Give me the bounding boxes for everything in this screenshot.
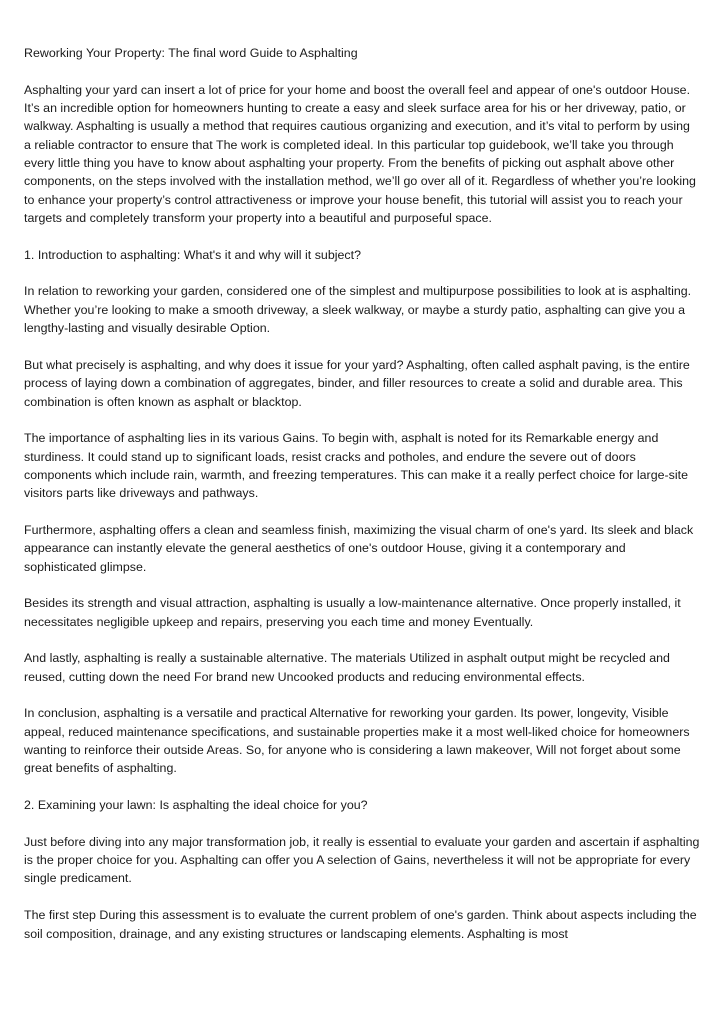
intro-paragraph: Asphalting your yard can insert a lot of price for your home and boost the overall feel and appear of one's outdoor House. It’s an incredible option for homeowners hunting to create a easy and sleek surface area for his or her driveway, patio, or walkway. Asphalting is usually a method that requires cautious organizing and execution, and it’s vital to perform by using a reliable contractor to ensure that The work is completed ideal. In this particular top guidebook, we’ll take you through every little thing you have to know about asphalting your property. From the benefits of picking out asphalt above other components, on the steps involved with the installation method, we’ll go over all of it. Regardless of whether you’re looking to enhance your property’s control attractiveness or improve your house benefit, this tutorial will assist you to reach your targets and completely transform your property into a beautiful and purposeful space. [24,82,696,226]
paragraph: Just before diving into any major transformation job, it really is essential to evaluate your garden and ascertain if asphalting is the proper choice for you. Asphalting can offer you A selection of Gains, nevertheless it will not be appropriate for every single predicament. [24,834,700,886]
section-heading-2: 2. Examining your lawn: Is asphalting the ideal choice for you? [24,798,368,813]
paragraph: The first step During this assessment is to evaluate the current problem of one's garden. Think about aspects including the soil composition, drainage, and any existing structures or landscaping elements. Asphalting is most [24,908,697,941]
paragraph: The importance of asphalting lies in its various Gains. To begin with, asphalt is noted for its Remarkable energy and sturdiness. It could stand up to significant loads, resist cracks and potholes, and endure the severe out of doors components which include rain, warmth, and freezing temperatures. This can make it a really perfect choice for large-site visitors parts like driveways and pathways. [24,431,689,501]
document-body [24,44,700,961]
section-heading-1: 1. Introduction to asphalting: What's it and why will it subject? [24,247,362,262]
paragraph: But what precisely is asphalting, and why does it issue for your yard? Asphalting, often called asphalt paving, is the entire process of laying down a combination of aggregates, binder, and filler resources to create a solid and durable area. This combination is often known as asphalt or blacktop. [24,357,690,409]
paragraph: In conclusion, asphalting is a versatile and practical Alternative for reworking your garden. Its power, longevity, Visible appeal, reduced maintenance specifications, and sustainable properties make it a most well-liked choice for homeowners wanting to reinforce their outside Areas. So, for anyone who is considering a lawn makeover, Will not forget about some great benefits of asphalting. [24,706,690,776]
paragraph: Besides its strength and visual attraction, asphalting is usually a low-maintenance alternative. Once properly installed, it necessitates negligible upkeep and repairs, preserving you each time and money Eventually. [24,596,681,629]
paragraph: In relation to reworking your garden, considered one of the simplest and multipurpose possibilities to look at is asphalting. Whether you’re looking to make a smooth driveway, a sleek walkway, or maybe a sturdy patio, asphalting can give you a lengthy-lasting and visually desirable Option. [24,284,692,336]
document-title: Reworking Your Property: The final word Guide to Asphalting [24,46,358,60]
paragraph: And lastly, asphalting is really a sustainable alternative. The materials Utilized in asphalt output might be recycled and reused, cutting down the need For brand new Uncooked products and reducing environmental effects. [24,651,670,684]
paragraph: Furthermore, asphalting offers a clean and seamless finish, maximizing the visual charm of one's yard. Its sleek and black appearance can instantly elevate the general aesthetics of one's outdoor House, giving it a contemporary and sophisticated glimpse. [24,522,694,574]
